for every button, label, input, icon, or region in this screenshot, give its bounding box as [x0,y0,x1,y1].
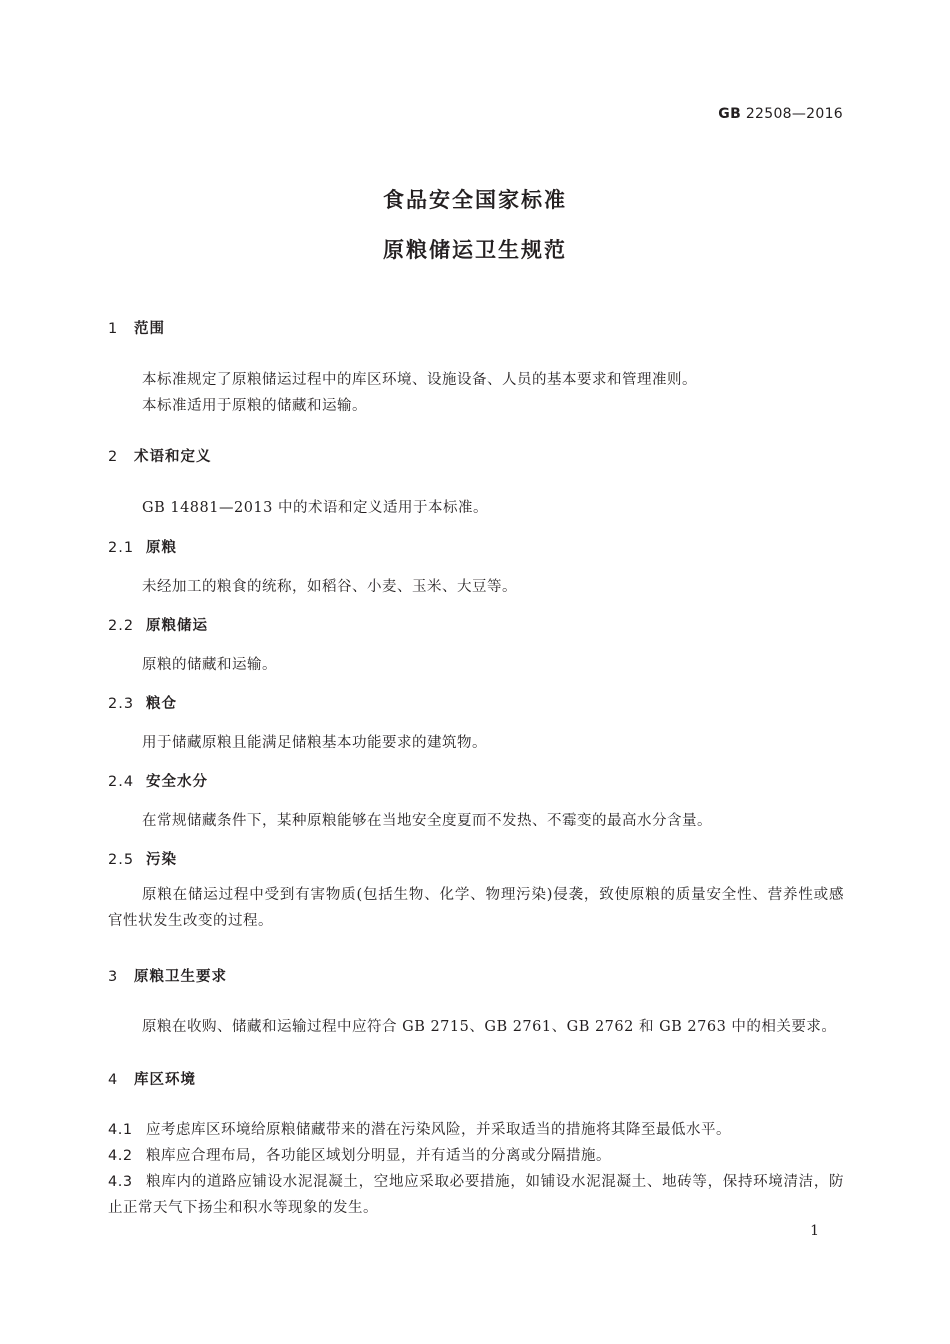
section-number: 3 [108,969,119,985]
section-2-3-paragraph: 用于储藏原粮且能满足储粮基本功能要求的建筑物。 [142,735,487,751]
clause-4-1 [108,1117,844,1143]
section-2-1-paragraph: 未经加工的粮食的统称，如稻谷、小麦、玉米、大豆等。 [142,579,517,595]
section-3-paragraph: 原粮在收购、储藏和运输过程中应符合 GB 2715、GB 2761、GB 2762 和 GB 2763 中的相关要求。 [142,1019,837,1035]
section-4-heading [108,1068,196,1089]
clause-text: 粮库内的道路应铺设水泥混凝土，空地应采取必要措施，如铺设水泥混凝土、地砖等，保持环境清洁，防止正常天气下扬尘和积水等现象的发生。 [108,1174,844,1216]
standard-prefix: GB [718,106,742,122]
section-2-2-heading [108,614,208,635]
section-title: 粮仓 [146,696,177,712]
section-3-heading [108,965,227,986]
section-title: 库区环境 [134,1072,196,1088]
section-title: 原粮 [146,540,177,556]
section-1-paragraph-2: 本标准适用于原粮的储藏和运输。 [142,398,367,414]
document-title-line2: 原粮储运卫生规范 [383,238,567,262]
section-number: 2 [108,449,119,465]
document-title-line1: 食品安全国家标准 [383,188,567,212]
section-2-4-paragraph: 在常规储藏条件下，某种原粮能够在当地安全度夏而不发热、不霉变的最高水分含量。 [142,813,712,829]
section-2-4-heading [108,770,208,791]
clause-number: 4.1 [108,1122,133,1138]
section-title: 原粮储运 [146,618,208,634]
section-2-paragraph: GB 14881—2013 中的术语和定义适用于本标准。 [142,500,488,516]
section-2-1-heading [108,536,177,557]
clause-number: 4.3 [108,1174,133,1190]
section-number: 2.1 [108,540,135,556]
section-1-paragraph-1: 本标准规定了原粮储运过程中的库区环境、设施设备、人员的基本要求和管理准则。 [142,372,697,388]
section-2-3-heading [108,692,177,713]
section-number: 1 [108,321,119,337]
section-number: 2.5 [108,852,135,868]
section-number: 2.2 [108,618,135,634]
page-number: 1 [810,1223,819,1239]
section-number: 2.3 [108,696,135,712]
standard-code [718,106,843,122]
standard-number: 22508—2016 [745,106,843,122]
section-title: 范围 [134,321,165,337]
section-2-5-heading [108,848,177,869]
clause-4-2 [108,1143,844,1169]
section-number: 2.4 [108,774,135,790]
section-number: 4 [108,1072,119,1088]
section-title: 污染 [146,852,177,868]
section-title: 术语和定义 [134,449,212,465]
section-title: 安全水分 [146,774,208,790]
clause-text: 应考虑库区环境给原粮储藏带来的潜在污染风险，并采取适当的措施将其降至最低水平。 [146,1122,731,1138]
clause-text: 粮库应合理布局，各功能区域划分明显，并有适当的分离或分隔措施。 [146,1148,611,1164]
clause-4-3 [108,1169,844,1221]
section-2-5-paragraph: 原粮在储运过程中受到有害物质(包括生物、化学、物理污染)侵袭，致使原粮的质量安全性、营养性或感官性状发生改变的过程。 [108,887,844,929]
section-title: 原粮卫生要求 [134,969,227,985]
clause-number: 4.2 [108,1148,133,1164]
section-2-2-paragraph: 原粮的储藏和运输。 [142,657,277,673]
section-2-heading [108,445,212,466]
section-1-heading [108,317,165,338]
